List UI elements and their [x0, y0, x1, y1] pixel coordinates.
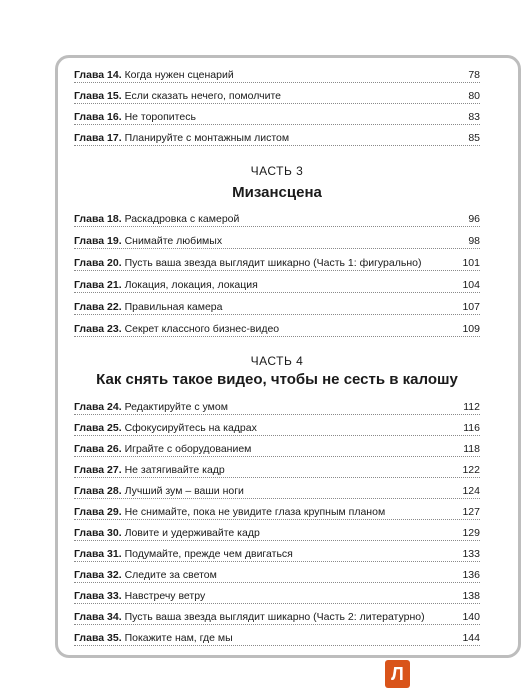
chapter-number: 26. — [107, 443, 122, 455]
page-number: 80 — [468, 90, 480, 102]
toc-entry[interactable] — [74, 625, 480, 646]
page-number: 136 — [462, 569, 480, 581]
chapter-title: Пусть ваша звезда выглядит шикарно (Часть 1: фигурально) — [124, 257, 422, 269]
chapter-word: Глава — [74, 401, 105, 413]
chapter-number: 25. — [107, 422, 122, 434]
page-number: 83 — [468, 111, 480, 123]
chapter-word: Глава — [74, 301, 105, 313]
chapter-number: 24. — [107, 401, 122, 413]
chapter-title: Следите за светом — [124, 569, 217, 581]
part-label: ЧАСТЬ 4 — [250, 354, 304, 368]
chapter-word: Глава — [74, 257, 105, 269]
chapter-title: Навстречу ветру — [124, 590, 206, 602]
toc-entry[interactable] — [74, 272, 480, 293]
chapter-title: Планируйте с монтажным листом — [124, 132, 290, 144]
chapter-number: 23. — [107, 323, 122, 335]
chapter-word: Глава — [74, 548, 105, 560]
chapter-number: 35. — [107, 632, 122, 644]
chapter-title: Раскадровка с камерой — [124, 213, 240, 225]
chapter-word: Глава — [74, 569, 105, 581]
chapter-number: 34. — [107, 611, 122, 623]
toc-entry[interactable] — [74, 206, 480, 227]
page-number: 127 — [462, 506, 480, 518]
toc-entry[interactable] — [74, 394, 480, 415]
toc-entry[interactable] — [74, 104, 480, 125]
chapter-title: Покажите нам, где мы — [124, 632, 233, 644]
page-number: 85 — [468, 132, 480, 144]
chapter-word: Глава — [74, 506, 105, 518]
chapter-number: 32. — [107, 569, 122, 581]
toc-entry[interactable] — [74, 541, 480, 562]
chapter-title: Снимайте любимых — [124, 235, 223, 247]
chapter-number: 31. — [107, 548, 122, 560]
chapter-title: Пусть ваша звезда выглядит шикарно (Часть 2: литературно) — [124, 611, 425, 623]
page-number: 112 — [463, 401, 480, 413]
page-number: 109 — [462, 323, 480, 335]
toc-entry[interactable] — [74, 562, 480, 583]
page-number: 129 — [462, 527, 480, 539]
page-number: 78 — [468, 69, 480, 81]
part-title: Как снять такое видео, чтобы не сесть в калошу — [96, 371, 458, 388]
toc-entry[interactable] — [74, 415, 480, 436]
chapter-number: 18. — [107, 213, 122, 225]
toc-entry[interactable] — [74, 499, 480, 520]
toc-entry[interactable] — [74, 436, 480, 457]
chapter-title: Не торопитесь — [124, 111, 196, 123]
toc-entry[interactable] — [74, 478, 480, 499]
chapter-number: 14. — [107, 69, 122, 81]
page-number: 107 — [462, 301, 480, 313]
chapter-title: Когда нужен сценарий — [124, 69, 234, 81]
part-label: ЧАСТЬ 3 — [250, 164, 304, 178]
toc-entry[interactable] — [74, 520, 480, 541]
toc-entry[interactable] — [74, 583, 480, 604]
toc-entry[interactable] — [74, 604, 480, 625]
chapter-number: 17. — [107, 132, 122, 144]
chapter-word: Глава — [74, 590, 105, 602]
chapter-title: Сфокусируйтесь на кадрах — [124, 422, 257, 434]
chapter-word: Глава — [74, 632, 105, 644]
chapter-number: 21. — [107, 279, 122, 291]
page-number: 118 — [463, 443, 480, 455]
chapter-title: Подумайте, прежде чем двигаться — [124, 548, 293, 560]
part-title: Мизансцена — [232, 184, 322, 201]
toc-entry[interactable] — [74, 228, 480, 249]
chapter-number: 20. — [107, 257, 122, 269]
chapter-title: Секрет классного бизнес-видео — [124, 323, 280, 335]
chapter-word: Глава — [74, 422, 105, 434]
chapter-word: Глава — [74, 235, 105, 247]
toc-entry[interactable] — [74, 457, 480, 478]
chapter-number: 28. — [107, 485, 122, 497]
chapter-word: Глава — [74, 443, 105, 455]
page-number: 98 — [468, 235, 480, 247]
page-number: 133 — [462, 548, 480, 560]
chapter-word: Глава — [74, 611, 105, 623]
chapter-word: Глава — [74, 485, 105, 497]
page-number: 144 — [462, 632, 480, 644]
toc-entry[interactable] — [74, 294, 480, 315]
chapter-title: Если сказать нечего, помолчите — [124, 90, 282, 102]
chapter-number: 16. — [107, 111, 122, 123]
publisher-logo — [385, 660, 410, 688]
chapter-title: Лучший зум – ваши ноги — [124, 485, 244, 497]
page-number: 104 — [462, 279, 480, 291]
chapter-number: 30. — [107, 527, 122, 539]
publisher-logo-letter: Л — [391, 663, 404, 684]
toc-entry[interactable] — [74, 250, 480, 271]
chapter-title: Локация, локация, локация — [124, 279, 258, 291]
chapter-word: Глава — [74, 323, 105, 335]
chapter-word: Глава — [74, 111, 105, 123]
toc-entry[interactable] — [74, 83, 480, 104]
page-number: 116 — [463, 422, 480, 434]
chapter-word: Глава — [74, 279, 105, 291]
chapter-title: Редактируйте с умом — [124, 401, 228, 413]
page-number: 96 — [468, 213, 480, 225]
chapter-word: Глава — [74, 213, 105, 225]
chapter-word: Глава — [74, 90, 105, 102]
page-number: 124 — [462, 485, 480, 497]
page-number: 101 — [462, 257, 480, 269]
toc-entry[interactable] — [74, 62, 480, 83]
toc-entry[interactable] — [74, 316, 480, 337]
chapter-title: Правильная камера — [124, 301, 223, 313]
page-number: 140 — [462, 611, 480, 623]
chapter-title: Играйте с оборудованием — [124, 443, 252, 455]
chapter-title: Не снимайте, пока не увидите глаза крупным планом — [124, 506, 386, 518]
chapter-title: Не затягивайте кадр — [124, 464, 225, 476]
chapter-number: 19. — [107, 235, 122, 247]
page-number: 138 — [462, 590, 480, 602]
toc-entry[interactable] — [74, 125, 480, 146]
chapter-word: Глава — [74, 69, 105, 81]
chapter-word: Глава — [74, 527, 105, 539]
page-number: 122 — [462, 464, 480, 476]
chapter-word: Глава — [74, 132, 105, 144]
chapter-number: 29. — [107, 506, 122, 518]
chapter-number: 22. — [107, 301, 122, 313]
chapter-number: 15. — [107, 90, 122, 102]
chapter-number: 27. — [107, 464, 122, 476]
chapter-word: Глава — [74, 464, 105, 476]
chapter-title: Ловите и удерживайте кадр — [124, 527, 260, 539]
chapter-number: 33. — [107, 590, 122, 602]
